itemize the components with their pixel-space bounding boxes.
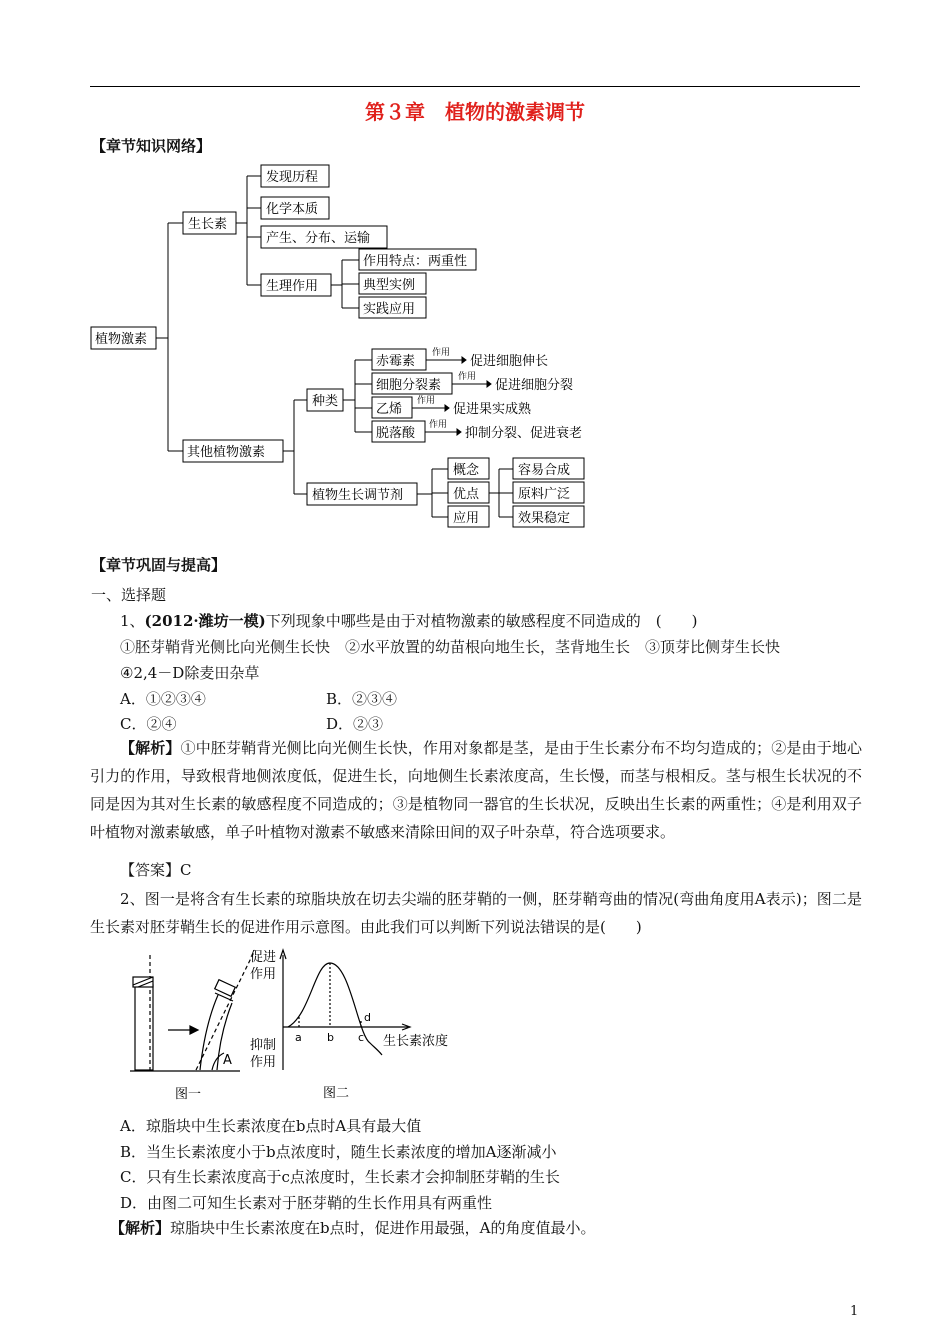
node-physiology-item: 实践应用	[363, 302, 416, 317]
arrow-label: 作用	[458, 372, 477, 382]
arrow-label: 作用	[432, 348, 451, 358]
fig2-point-label: d	[364, 1011, 371, 1024]
fig2-point-label: b	[327, 1031, 334, 1044]
node-other: 其他植物激素	[187, 445, 266, 460]
coleoptile-bent	[200, 995, 218, 1070]
node-regulator-item: 应用	[453, 511, 480, 526]
arrow-label: 作用	[417, 396, 436, 406]
node-root: 植物激素	[95, 332, 148, 347]
node-auxin-item: 发现历程	[266, 170, 319, 185]
node-kind: 细胞分裂素	[376, 378, 442, 393]
fig2-promote-label: 作用	[250, 967, 277, 982]
q2-stem: 2、图一是将含有生长素的琼脂块放在切去尖端的胚芽鞘的一侧，胚芽鞘弯曲的情况(弯曲角度用A表示)；图二是生长素对胚芽鞘生长的促进作用示意图。由此我们可以判断下列说法错误的是( )	[90, 890, 862, 936]
fig2-point-label: a	[295, 1031, 302, 1044]
node-advantage: 容易合成	[518, 463, 571, 478]
page-number: 1	[850, 1304, 859, 1319]
node-advantage: 效果稳定	[518, 511, 571, 526]
node-kind: 脱落酸	[376, 426, 416, 441]
q2-figures	[120, 945, 460, 1110]
q1-line2: ④2,4－D除麦田杂草	[120, 664, 260, 682]
node-kind: 乙烯	[376, 402, 403, 417]
q1-option-c: C．②④	[120, 715, 177, 733]
fig2-inhibit-label: 抑制	[250, 1038, 277, 1053]
node-effect: 抑制分裂、促进衰老	[465, 426, 583, 441]
fig2-caption: 图二	[323, 1086, 350, 1101]
node-effect: 促进果实成熟	[453, 402, 532, 417]
section-label: 一、选择题	[91, 586, 167, 604]
fig2-x-label: 生长素浓度	[383, 1034, 449, 1049]
arrow-label: 作用	[429, 420, 448, 430]
q1-analysis: 【解析】①中胚芽鞘背光侧比向光侧生长快，作用对象都是茎，是由于生长素分布不均匀造成的；②是由于地心引力的作用，导致根背地侧浓度低，促进生长，向地侧生长素浓度高，生长慢，而茎与根相反。茎与根生长状况的不同是因为其对生长素的敏感程度不同造成的；③是植物同一器官的生长状况，反映出生长素的两重性；④是利用双子叶植物对激素敏感，单子叶植物对激素不敏感来清除田间的双子叶杂草，符合选项要求。	[90, 739, 862, 841]
fig1-angle-label: A	[223, 1053, 232, 1068]
page-title: 第３章 植物的激素调节	[365, 100, 585, 124]
node-regulator: 植物生长调节剂	[312, 488, 404, 503]
q2-analysis: 【解析】琼脂块中生长素浓度在b点时，促进作用最强，A的角度值最小。	[110, 1219, 596, 1237]
fig2-inhibit-label: 作用	[250, 1055, 277, 1070]
consolidation-heading: 【章节巩固与提高】	[91, 556, 227, 574]
node-physiology-item: 典型实例	[363, 278, 416, 293]
node-regulator-item: 优点	[453, 487, 480, 502]
node-kinds: 种类	[312, 394, 339, 409]
q1-stem: 1、(2012·潍坊一模)下列现象中哪些是由于对植物激素的敏感程度不同造成的 ( )	[120, 612, 698, 630]
q1-option-d: D．②③	[326, 715, 384, 733]
q1-option-b: B．②③④	[326, 690, 398, 708]
node-regulator-item: 概念	[453, 463, 480, 478]
node-kind: 赤霉素	[376, 354, 416, 369]
node-auxin-item: 产生、分布、运输	[266, 231, 371, 246]
fig2-point-label: c	[358, 1031, 365, 1044]
network-heading: 【章节知识网络】	[91, 137, 212, 155]
node-auxin-item: 化学本质	[266, 202, 319, 217]
node-effect: 促进细胞伸长	[470, 354, 549, 369]
q1-option-a: A．①②③④	[120, 690, 206, 708]
q2-option-d: D．由图二可知生长素对于胚芽鞘的生长作用具有两重性	[120, 1194, 493, 1212]
knowledge-network-diagram	[0, 0, 950, 540]
node-auxin-item: 生理作用	[266, 279, 319, 294]
q2-option-b: B．当生长素浓度小于b点浓度时，随生长素浓度的增加A逐渐减小	[120, 1143, 557, 1161]
fig2-curve	[288, 963, 382, 1055]
node-advantage: 原料广泛	[518, 487, 571, 502]
node-auxin: 生长素	[188, 217, 228, 232]
q2-option-c: C．只有生长素浓度高于c点浓度时，生长素才会抑制胚芽鞘的生长	[120, 1168, 560, 1186]
fig1-caption: 图一	[175, 1087, 202, 1102]
q1-answer: 【答案】C	[120, 861, 192, 879]
fig2-promote-label: 促进	[250, 950, 277, 965]
node-physiology-item: 作用特点：两重性	[363, 254, 468, 269]
q2-option-a: A．琼脂块中生长素浓度在b点时A具有最大值	[120, 1117, 422, 1135]
q1-line1: ①胚芽鞘背光侧比向光侧生长快 ②水平放置的幼苗根向地生长，茎背地生长 ③顶芽比侧芽生长快	[120, 638, 781, 656]
node-effect: 促进细胞分裂	[495, 378, 574, 393]
